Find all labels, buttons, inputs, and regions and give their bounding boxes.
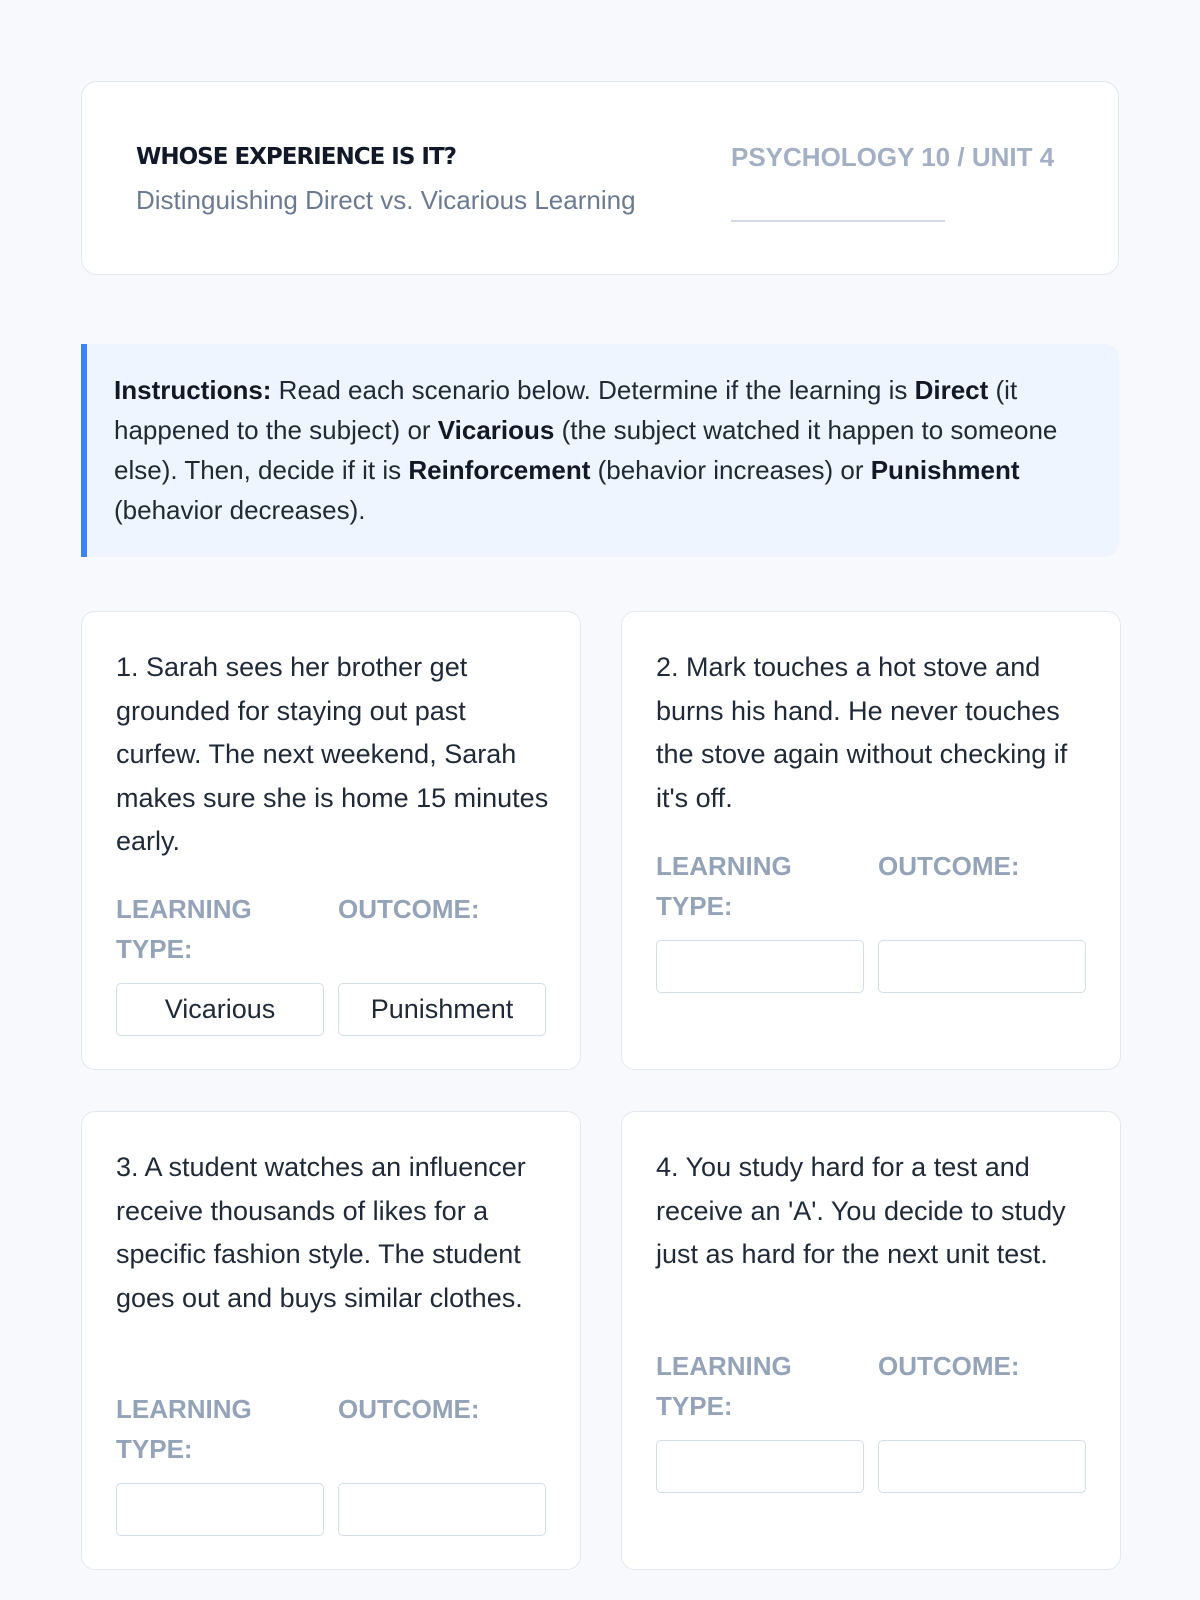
scenario-text: 2. Mark touches a hot stove and burns his hand. He never touches the stove again without checking if it's off. bbox=[656, 652, 1068, 813]
instructions-text-2: (it happened to the subject) or bbox=[114, 375, 1018, 445]
term-vicarious: Vicarious bbox=[437, 415, 555, 445]
instructions-text-3: (the subject watched it happen to someone else). Then, decide if it is bbox=[114, 415, 1058, 485]
term-direct: Direct bbox=[914, 375, 989, 405]
worksheet-header bbox=[81, 81, 1119, 275]
outcome-answer-field[interactable] bbox=[878, 940, 1086, 993]
outcome-answer-field[interactable] bbox=[338, 1483, 546, 1536]
learning-type-answer-field[interactable] bbox=[656, 1440, 864, 1493]
course-label: PSYCHOLOGY 10 / UNIT 4 bbox=[731, 142, 1055, 172]
scenario-card-3 bbox=[81, 1111, 581, 1570]
worksheet-subtitle: Distinguishing Direct vs. Vicarious Learning bbox=[136, 185, 636, 215]
learning-type-label: LEARNING TYPE: bbox=[116, 894, 252, 964]
scenario-card-4 bbox=[621, 1111, 1121, 1570]
instructions-box bbox=[81, 344, 1119, 557]
instructions-text-1: Read each scenario below. Determine if the learning is bbox=[271, 375, 915, 405]
scenario-text: 1. Sarah sees her brother get grounded for staying out past curfew. The next weekend, Sarah makes sure she is home 15 minutes early. bbox=[116, 652, 549, 856]
worksheet-title: WHOSE EXPERIENCE IS IT? bbox=[136, 144, 457, 170]
scenario-card-2 bbox=[621, 611, 1121, 1070]
term-reinforcement: Reinforcement bbox=[408, 455, 591, 485]
outcome-label: OUTCOME: bbox=[338, 894, 480, 924]
learning-type-label: LEARNING TYPE: bbox=[116, 1394, 252, 1464]
scenario-card-1 bbox=[81, 611, 581, 1070]
term-punishment: Punishment bbox=[870, 455, 1020, 485]
outcome-answer-field[interactable]: Punishment bbox=[338, 983, 546, 1036]
scenario-text: 4. You study hard for a test and receive an 'A'. You decide to study just as hard for the next unit test. bbox=[656, 1152, 1066, 1269]
instructions-text-5: (behavior decreases). bbox=[114, 495, 366, 525]
outcome-label: OUTCOME: bbox=[878, 851, 1020, 881]
learning-type-label: LEARNING TYPE: bbox=[656, 1351, 792, 1421]
learning-type-answer-field[interactable] bbox=[116, 1483, 324, 1536]
outcome-answer-field[interactable] bbox=[878, 1440, 1086, 1493]
name-line bbox=[731, 220, 945, 222]
instructions-text-4: (behavior increases) or bbox=[590, 455, 871, 485]
learning-type-label: LEARNING TYPE: bbox=[656, 851, 792, 921]
learning-type-answer-field[interactable] bbox=[656, 940, 864, 993]
learning-type-answer-field[interactable]: Vicarious bbox=[116, 983, 324, 1036]
scenario-text: 3. A student watches an influencer receive thousands of likes for a specific fashion style. The student goes out and buys similar clothes. bbox=[116, 1152, 526, 1313]
instructions-lead: Instructions: bbox=[114, 375, 272, 405]
outcome-label: OUTCOME: bbox=[878, 1351, 1020, 1381]
outcome-label: OUTCOME: bbox=[338, 1394, 480, 1424]
